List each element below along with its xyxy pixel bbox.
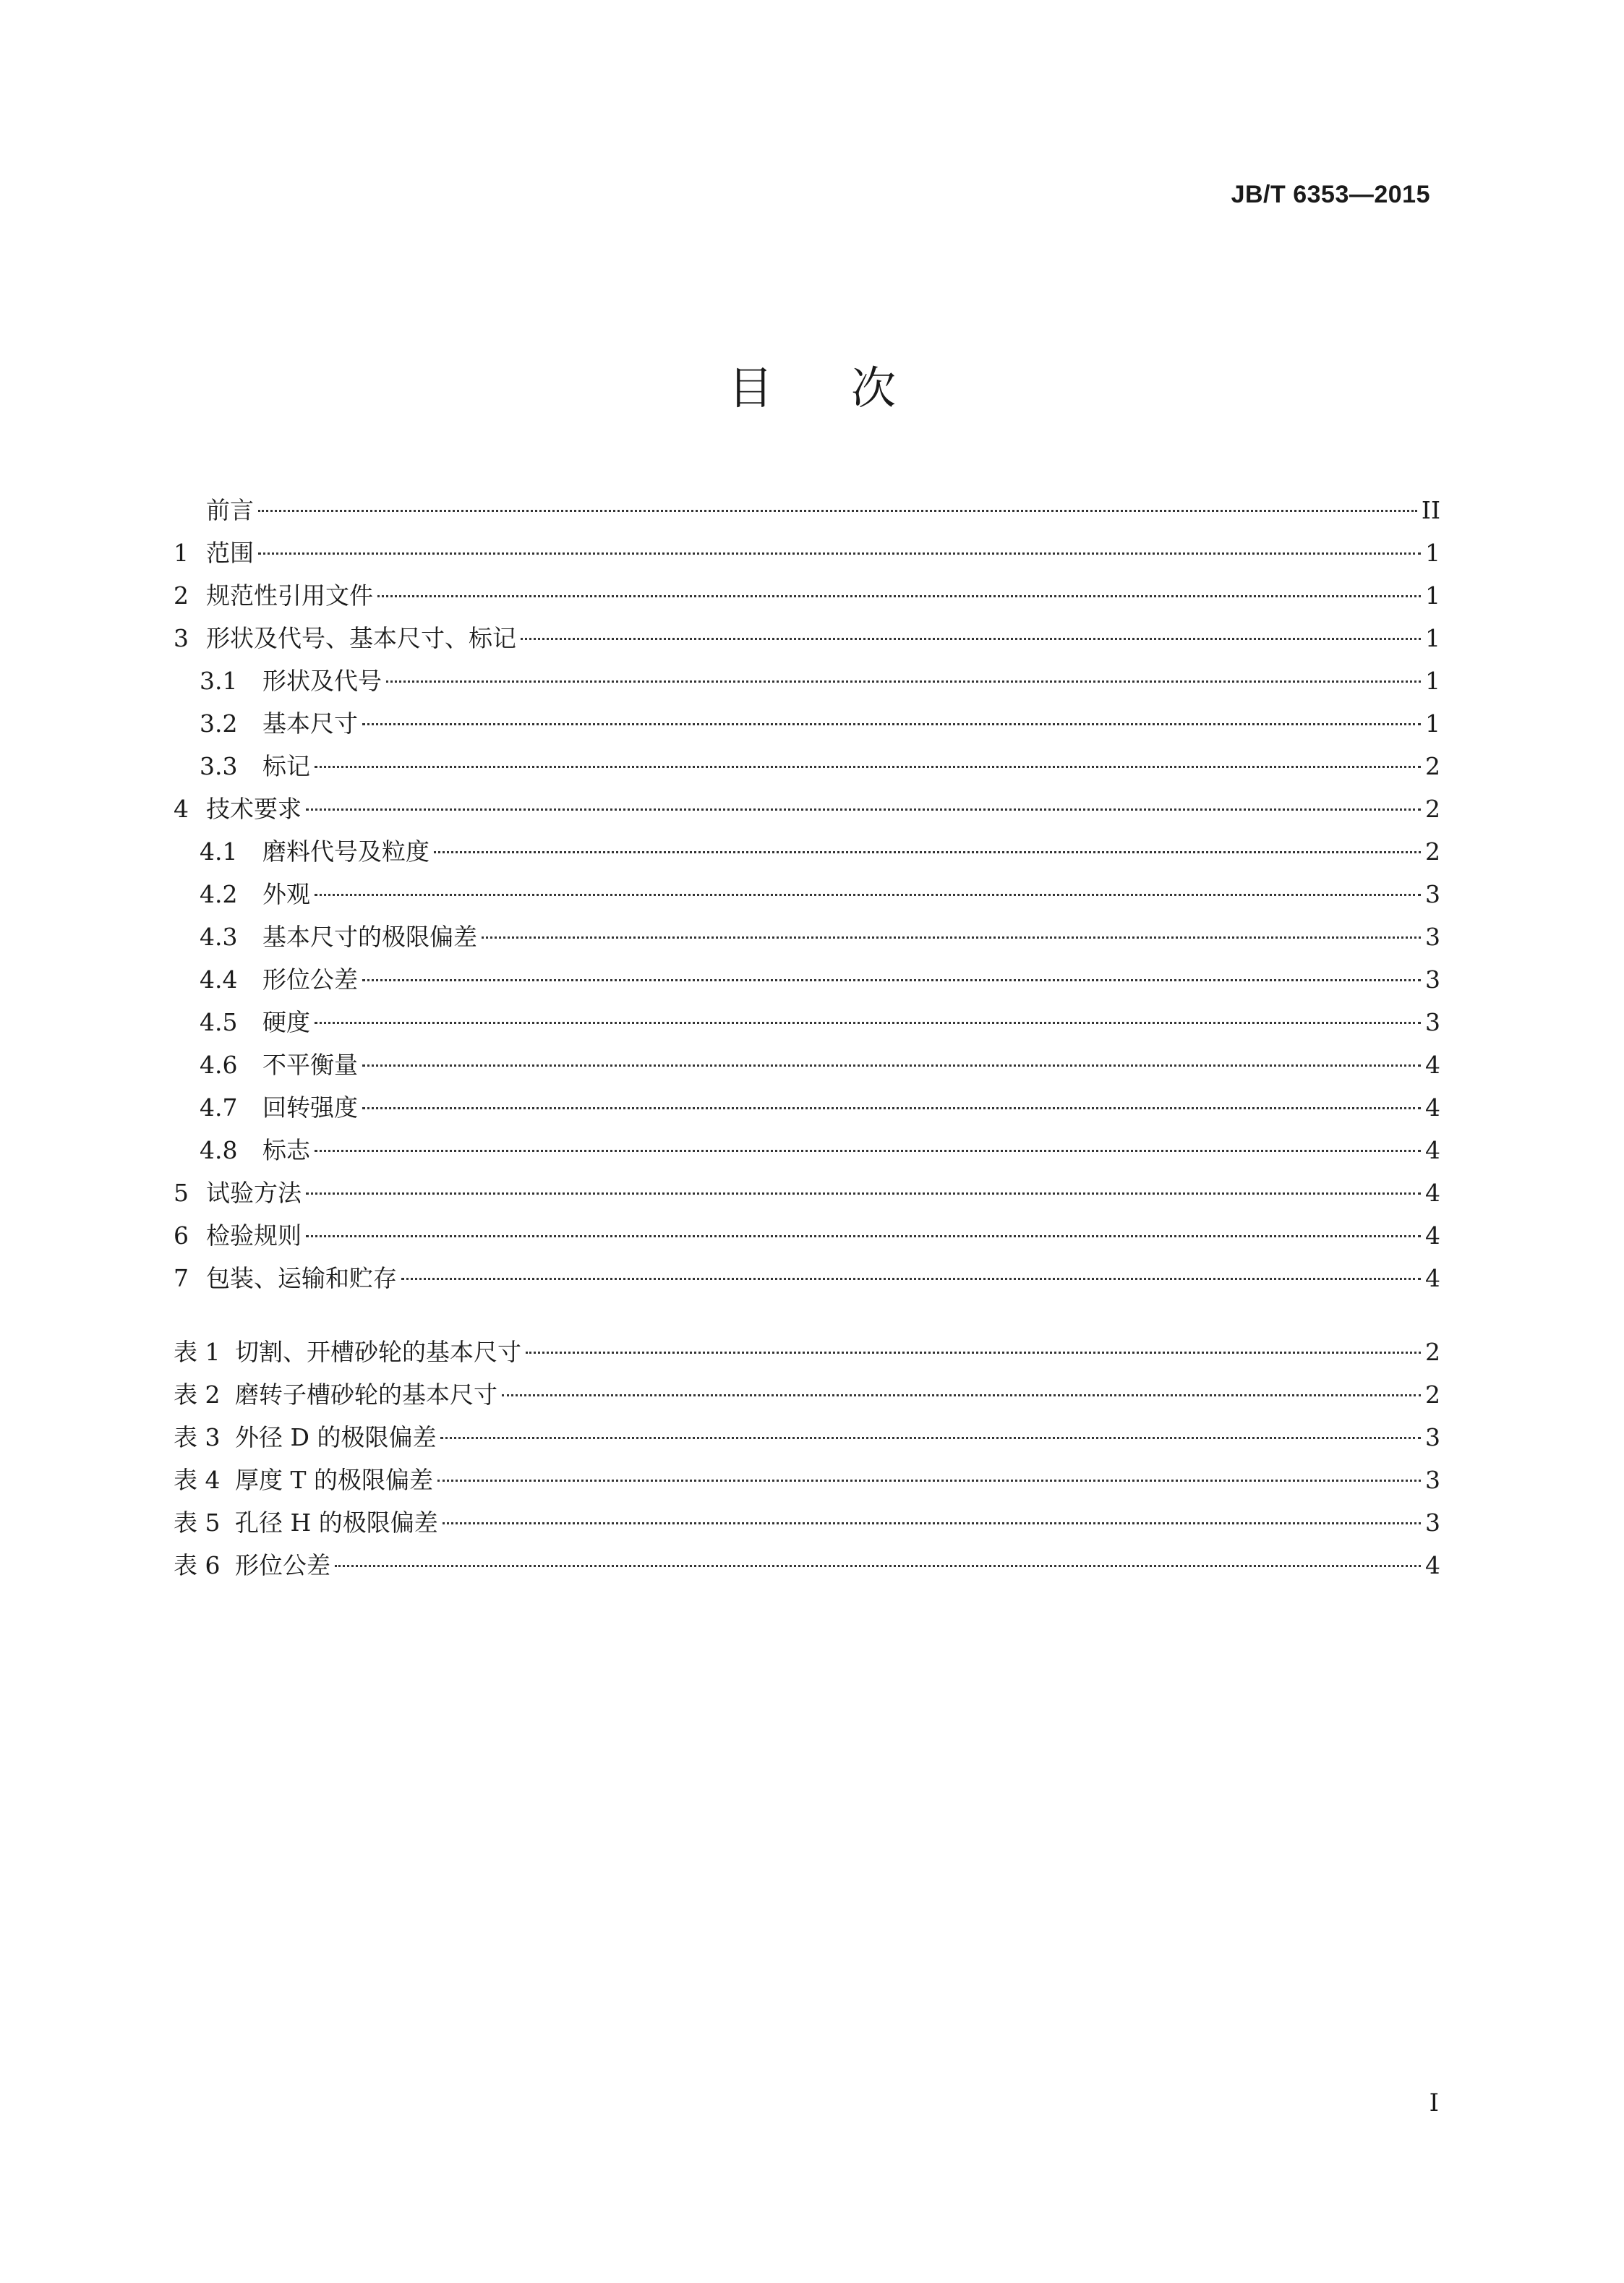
dot-leader [401, 1278, 1421, 1280]
dot-leader [502, 1394, 1421, 1396]
dot-leader [362, 723, 1421, 725]
toc-entry-title: 形位公差 [262, 965, 358, 994]
toc-entry-page: 2 [1425, 752, 1440, 780]
toc-entry-number: 5 [174, 1179, 189, 1207]
dot-leader [386, 680, 1421, 683]
toc-entry-number: 3 [174, 624, 189, 652]
toc-entry-title: 基本尺寸的极限偏差 [262, 923, 477, 951]
table-entry-title: 切割、开槽砂轮的基本尺寸 [235, 1338, 521, 1366]
toc-entry-page: 3 [1425, 1008, 1440, 1036]
toc-entry[interactable] [174, 1001, 1440, 1044]
toc-entry[interactable] [174, 489, 1440, 532]
toc-entry-number: 4.4 [200, 965, 238, 994]
toc-entry-title: 范围 [206, 539, 254, 567]
table-entry-number: 表 5 [174, 1509, 221, 1537]
dot-leader [306, 1235, 1421, 1237]
toc-entry[interactable] [174, 830, 1440, 873]
table-entry-page: 3 [1425, 1423, 1440, 1451]
toc-entry-page: 1 [1425, 581, 1440, 610]
table-entry[interactable] [174, 1501, 1440, 1544]
toc-entry-number: 4.7 [200, 1093, 238, 1122]
toc-entry-title: 检验规则 [206, 1221, 302, 1250]
toc-entry-number: 4.1 [200, 837, 238, 866]
toc-entry-page: 2 [1425, 837, 1440, 866]
toc-entry-title: 规范性引用文件 [206, 581, 373, 610]
table-entry-number: 表 6 [174, 1551, 221, 1579]
toc-entry-number: 3.2 [200, 709, 238, 738]
toc-entry[interactable] [174, 574, 1440, 617]
table-entry[interactable] [174, 1416, 1440, 1459]
toc-entry[interactable] [174, 532, 1440, 574]
toc-entry-title: 标记 [262, 752, 310, 780]
dot-leader [315, 1022, 1421, 1024]
dot-leader [362, 1107, 1421, 1109]
table-entry-title: 孔径 H 的极限偏差 [235, 1509, 438, 1537]
dot-leader [315, 1150, 1421, 1152]
toc-entry-page: 3 [1425, 880, 1440, 908]
toc-entry[interactable] [174, 702, 1440, 745]
toc-entry-title: 回转强度 [262, 1093, 358, 1122]
table-entry-number: 表 2 [174, 1381, 221, 1409]
dot-leader [526, 1352, 1421, 1354]
toc-entry-page: 2 [1425, 795, 1440, 823]
table-entry-title: 形位公差 [235, 1551, 330, 1579]
toc-entry-page: 1 [1425, 539, 1440, 567]
toc-entry[interactable] [174, 958, 1440, 1001]
table-entry-page: 2 [1425, 1338, 1440, 1366]
toc-entry-page: 3 [1425, 923, 1440, 951]
toc-entry[interactable] [174, 617, 1440, 660]
dot-leader [362, 979, 1421, 981]
toc-entry-number: 4 [174, 795, 189, 823]
toc-entry-number: 6 [174, 1221, 189, 1250]
toc-entry-page: 4 [1425, 1136, 1440, 1164]
toc-entry-title: 标志 [262, 1136, 310, 1164]
dot-leader [440, 1437, 1421, 1439]
toc-entry-number: 4.8 [200, 1136, 238, 1164]
dot-leader [443, 1522, 1421, 1524]
toc-list [174, 489, 1440, 1300]
table-entry-page: 2 [1425, 1381, 1440, 1409]
toc-entry-page: 1 [1425, 709, 1440, 738]
page-title: 目次 [727, 362, 974, 414]
toc-entry[interactable] [174, 1214, 1440, 1257]
toc-entry[interactable] [174, 1044, 1440, 1086]
toc-entry-title: 形状及代号 [262, 667, 382, 695]
toc-entry[interactable] [174, 1257, 1440, 1300]
table-entry-title: 厚度 T 的极限偏差 [235, 1466, 433, 1494]
table-entry-number: 表 1 [174, 1338, 221, 1366]
toc-entry-title: 基本尺寸 [262, 709, 358, 738]
table-entry-number: 表 3 [174, 1423, 221, 1451]
toc-entry[interactable] [174, 1086, 1440, 1129]
table-entry-page: 3 [1425, 1509, 1440, 1537]
table-entry[interactable] [174, 1544, 1440, 1587]
toc-entry-title: 外观 [262, 880, 310, 908]
toc-entry[interactable] [174, 745, 1440, 788]
toc-entry-page: 4 [1425, 1179, 1440, 1207]
toc-entry-number: 4.6 [200, 1051, 238, 1079]
toc-entry-title: 技术要求 [206, 795, 302, 823]
dot-leader [521, 638, 1421, 640]
toc-entry-page: 4 [1425, 1264, 1440, 1292]
toc-entry-number: 4.3 [200, 923, 238, 951]
toc-entry[interactable] [174, 1129, 1440, 1172]
table-list [174, 1331, 1440, 1587]
dot-leader [306, 808, 1421, 811]
dot-leader [306, 1192, 1421, 1195]
toc-entry[interactable] [174, 788, 1440, 830]
toc-entry-page: II [1421, 496, 1440, 524]
toc-entry-page: 4 [1425, 1051, 1440, 1079]
table-entry-page: 3 [1425, 1466, 1440, 1494]
toc-entry-title: 不平衡量 [262, 1051, 358, 1079]
toc-entry-title: 磨料代号及粒度 [262, 837, 429, 866]
toc-entry-number: 1 [174, 539, 189, 567]
toc-entry-title: 形状及代号、基本尺寸、标记 [206, 624, 516, 652]
dot-leader [335, 1565, 1421, 1567]
toc-entry-page: 1 [1425, 667, 1440, 695]
toc-entry-page: 4 [1425, 1221, 1440, 1250]
toc-entry-title: 硬度 [262, 1008, 310, 1036]
toc-entry[interactable] [174, 916, 1440, 958]
toc-entry-number: 3.3 [200, 752, 238, 780]
toc-entry-title: 前言 [206, 496, 254, 524]
table-entry[interactable] [174, 1331, 1440, 1373]
toc-entry-page: 3 [1425, 965, 1440, 994]
dot-leader [437, 1480, 1421, 1482]
dot-leader [377, 595, 1421, 597]
dot-leader [315, 894, 1421, 896]
table-entry[interactable] [174, 1373, 1440, 1416]
table-entry-title: 外径 D 的极限偏差 [235, 1423, 437, 1451]
toc-entry[interactable] [174, 873, 1440, 916]
dot-leader [362, 1064, 1421, 1067]
toc-entry-number: 7 [174, 1264, 189, 1292]
dot-leader [482, 936, 1421, 939]
dot-leader [258, 510, 1417, 512]
toc-entry[interactable] [174, 1172, 1440, 1214]
standard-code: JB/T 6353—2015 [1231, 181, 1430, 208]
dot-leader [258, 552, 1421, 555]
toc-entry-number: 2 [174, 581, 189, 610]
toc-entry-page: 1 [1425, 624, 1440, 652]
table-entry-page: 4 [1425, 1551, 1440, 1579]
toc-entry-number: 4.5 [200, 1008, 238, 1036]
toc-entry-title: 包装、运输和贮存 [206, 1264, 397, 1292]
toc-entry-number: 4.2 [200, 880, 238, 908]
toc-entry-page: 4 [1425, 1093, 1440, 1122]
dot-leader [434, 851, 1421, 853]
toc-entry-title: 试验方法 [206, 1179, 302, 1207]
dot-leader [315, 766, 1421, 768]
table-entry[interactable] [174, 1459, 1440, 1501]
table-entry-title: 磨转子槽砂轮的基本尺寸 [235, 1381, 497, 1409]
table-entry-number: 表 4 [174, 1466, 221, 1494]
page-number: I [1429, 2088, 1439, 2117]
toc-entry[interactable] [174, 660, 1440, 702]
toc-entry-number: 3.1 [200, 667, 238, 695]
